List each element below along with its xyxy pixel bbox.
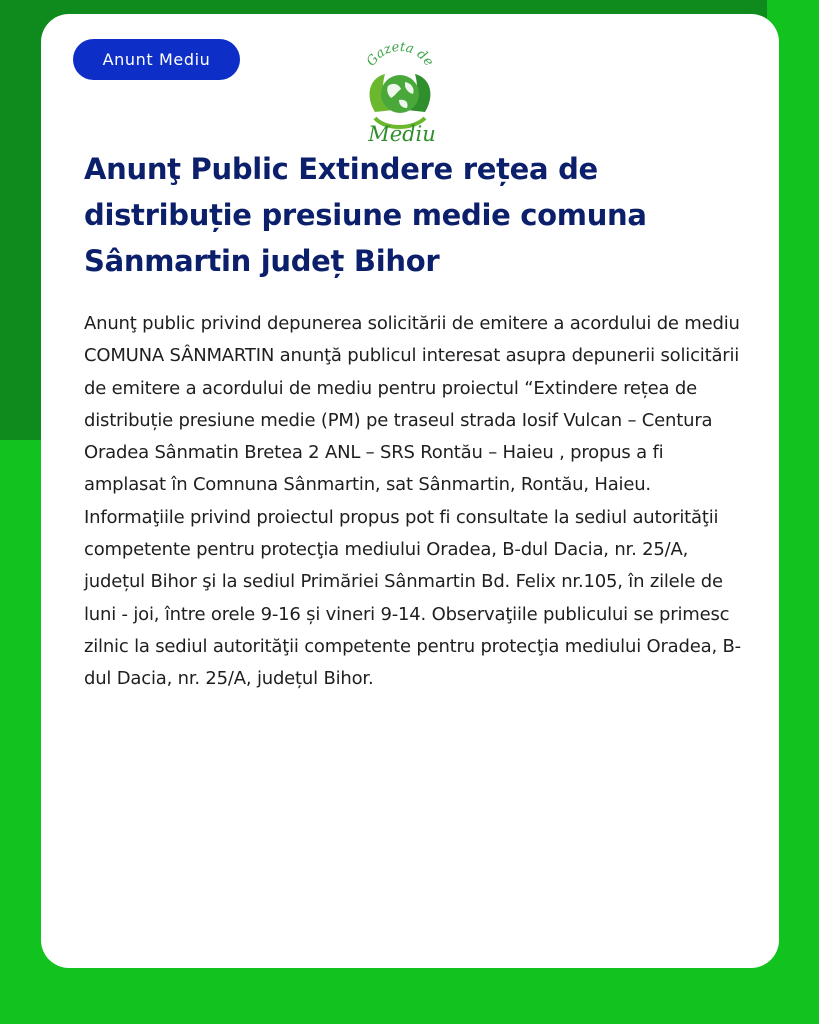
globe-leaf-icon	[370, 74, 431, 127]
category-badge[interactable]: Anunt Mediu	[73, 39, 240, 80]
announcement-card	[41, 14, 779, 968]
article-body: Anunţ public privind depunerea solicitării de emitere a acordului de mediu COMUNA SÂNMARTIN anunţă publicul interesat asupra depunerii solicitării de emitere a acordului de mediu pentru proiectul “Extindere rețea de distribuție presiune medie (PM) pe traseul strada Iosif Vulcan – Centura Oradea Sânmatin Bretea 2 ANL – SRS Rontău – Haieu , propus a fi amplasat în Comnuna Sânmartin, sat Sânmartin, Rontău, Haieu. Informaţiile privind proiectul propus pot fi consultate la sediul autorităţii competente pentru protecţia mediului Oradea, B-dul Dacia, nr. 25/A, județul Bihor şi la sediul Primăriei Sânmartin Bd. Felix nr.105, în zilele de luni - joi, între orele 9-16 și vineri 9-14. Observaţiile publicului se primesc zilnic la sediul autorităţii competente pentru protecţia mediului Oradea, B-dul Dacia, nr. 25/A, județul Bihor.	[84, 313, 741, 690]
gazeta-de-mediu-logo	[355, 38, 445, 148]
logo-top-text: Gazeta de	[363, 39, 437, 70]
logo-bottom-text: Mediu	[368, 122, 436, 146]
article-title: Anunţ Public Extindere rețea de distribuție presiune medie comuna Sânmartin județ Bihor	[84, 152, 647, 278]
svg-text:Gazeta de	[364, 40, 436, 70]
